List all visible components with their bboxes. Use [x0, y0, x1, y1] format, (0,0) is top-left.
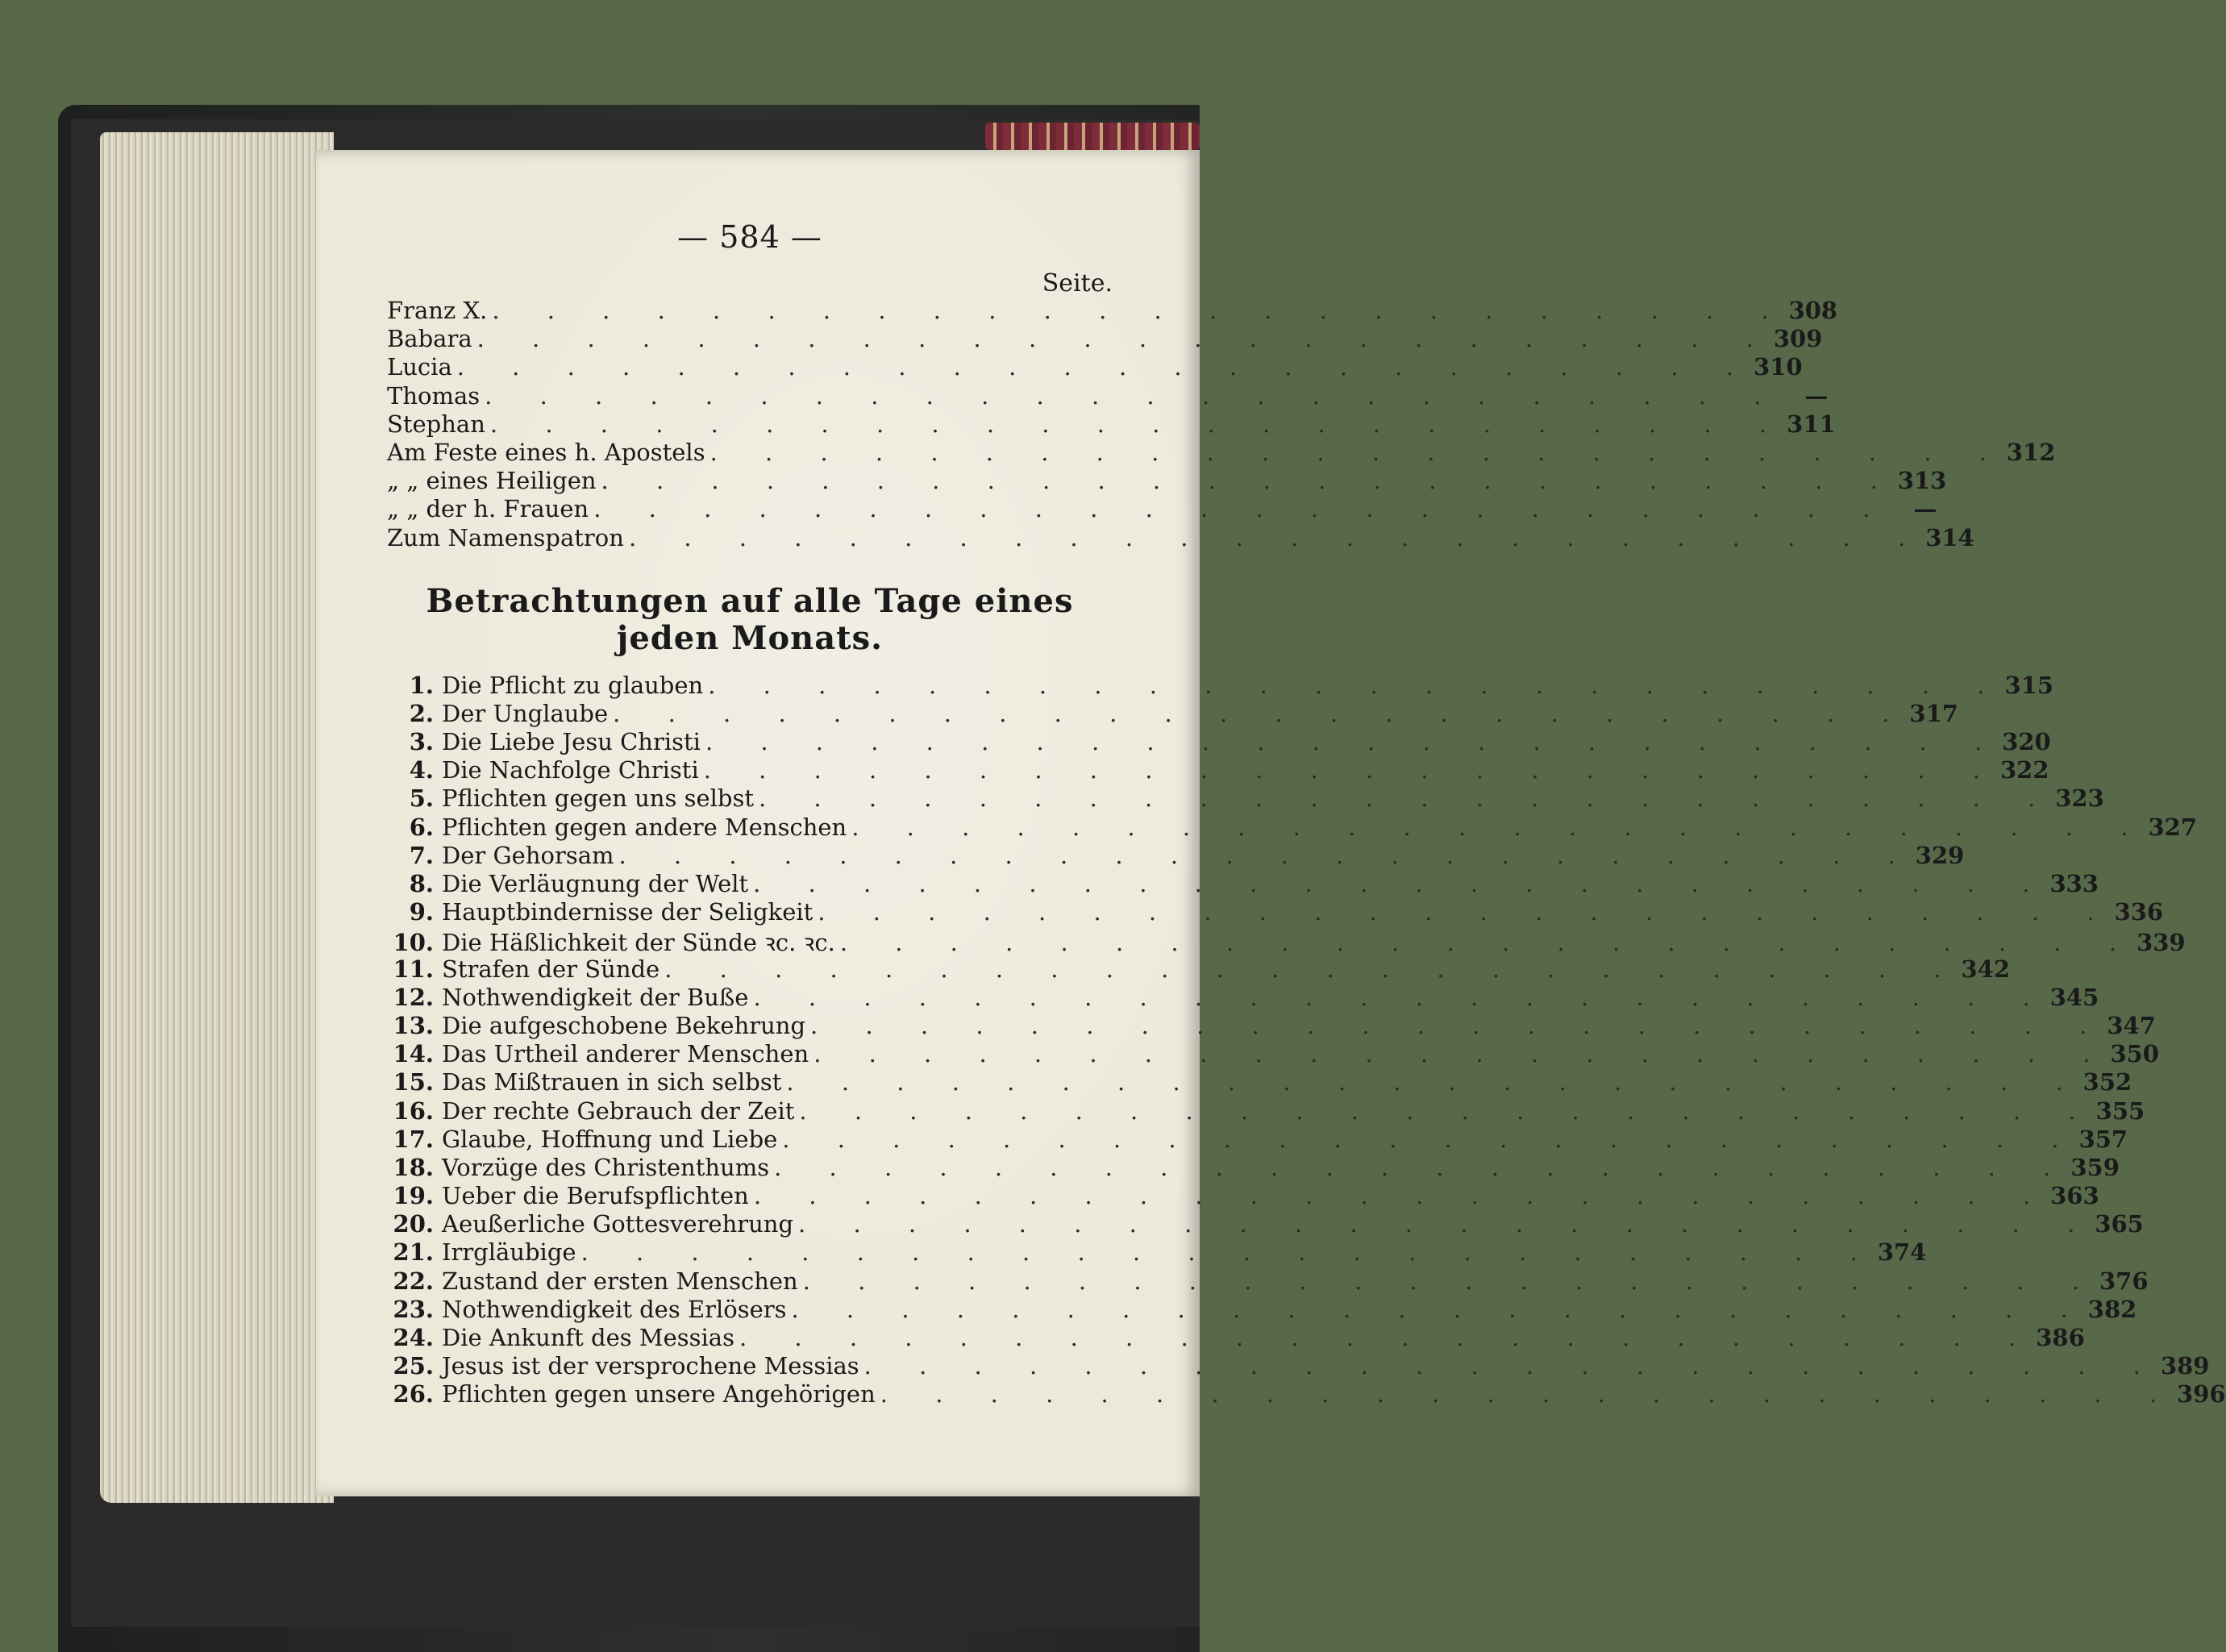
entry-number: 24.	[393, 1324, 434, 1351]
entry-number: 10.	[393, 929, 434, 957]
entry-page: 365	[2095, 1210, 2144, 1238]
entry-number: 15.	[393, 1068, 434, 1096]
entry-number: 13.	[393, 1011, 434, 1039]
entry-number: 4.	[409, 756, 434, 784]
entry-title: Thomas	[387, 381, 481, 410]
toc-entry	[387, 1210, 2144, 1238]
entry-title: Stephan	[387, 410, 485, 438]
dot-leader: . . . . . . . . . . . . . . . . . . . . . . . .	[664, 955, 1962, 983]
dot-leader: . . . . . . . . . . . . . . . . . . . . . . . .	[753, 870, 2050, 897]
entry-title: Das Urtheil anderer Menschen	[442, 1040, 809, 1068]
dot-leader: . . . . . . . . . . . . . . . . . . . . . . . .	[456, 353, 1754, 381]
entry-page: 311	[1787, 410, 1836, 438]
toc-entry	[387, 1096, 2145, 1126]
toc-entry	[387, 1153, 2120, 1182]
entry-title: „ „ eines Heiligen	[387, 467, 597, 495]
entry-number: 17.	[393, 1125, 434, 1153]
entry-page: 357	[2078, 1125, 2128, 1153]
entry-page: 363	[2050, 1182, 2099, 1210]
entry-title: Zustand der ersten Menschen	[442, 1267, 798, 1295]
dot-leader: . . . . . . . . . . . . . . . . . . . . . . . .	[476, 325, 1774, 353]
entry-title: Aeußerliche Gottesverehrung	[442, 1210, 794, 1238]
section-heading: Betrachtungen auf alle Tage eines jeden Monats.	[426, 581, 1074, 657]
meditation-list	[387, 671, 2226, 1409]
entry-title: Der Gehorsam	[442, 841, 614, 869]
entry-title: Vorzüge des Christenthums	[442, 1153, 770, 1181]
toc-entry	[387, 983, 2099, 1012]
entry-number: 11.	[393, 955, 434, 983]
dot-leader: . . . . . . . . . . . . . . . . . . . . . . . .	[708, 671, 2005, 699]
toc-entry	[387, 955, 2011, 984]
toc-entry	[387, 784, 2104, 813]
entry-page: 308	[1788, 297, 1838, 324]
entry-title: Die Häßlichkeit der Sünde ꝛc. ꝛc.	[442, 929, 835, 957]
dot-leader: . . . . . . . . . . . . . . . . . . . . . . . .	[705, 728, 2003, 756]
toc-entry	[387, 1238, 1927, 1267]
toc-entry	[387, 495, 1937, 523]
entry-title: Pflichten gegen unsere Angehörigen	[442, 1380, 876, 1409]
entry-page: 347	[2107, 1011, 2156, 1039]
dot-leader: . . . . . . . . . . . . . . . . . . . . . . . .	[774, 1153, 2071, 1181]
entry-page: 317	[1909, 699, 1958, 727]
entry-title: Lucia	[387, 353, 452, 381]
toc-entry	[387, 699, 1958, 728]
entry-page: 314	[1925, 523, 1974, 551]
entry-number: 26.	[393, 1380, 434, 1409]
entry-title: Jesus ist der versprochene Messias	[442, 1352, 859, 1380]
toc-entry	[387, 1295, 2137, 1324]
entry-page: 320	[2002, 728, 2051, 756]
entry-title: Das Mißtrauen in sich selbst	[442, 1068, 782, 1096]
entry-number: 7.	[409, 841, 434, 869]
entry-page: 345	[2049, 983, 2099, 1011]
entry-page: 315	[2004, 671, 2054, 699]
dot-leader: . . . . . . . . . . . . . . . . . . . . . . . .	[880, 1380, 2178, 1409]
entry-page: —	[1804, 381, 1829, 410]
entry-title: Die Nachfolge Christi	[442, 756, 699, 784]
entry-title: Der rechte Gebrauch der Zeit	[442, 1096, 795, 1125]
entry-title: Irrgläubige	[442, 1238, 576, 1267]
entry-page: 329	[1915, 841, 1965, 869]
entry-title: „ „ der h. Frauen	[387, 495, 589, 523]
dot-leader: . . . . . . . . . . . . . . . . . . . . . . . .	[758, 784, 2056, 813]
entry-title: Hauptbindernisse der Seligkeit	[442, 898, 813, 926]
dot-leader: . . . . . . . . . . . . . . . . . . . . . . . .	[703, 756, 2000, 784]
entry-page: 323	[2055, 784, 2104, 813]
entry-number: 21.	[393, 1238, 434, 1267]
entry-number: 19.	[393, 1182, 434, 1210]
toc-entry	[387, 1380, 2226, 1409]
entry-number: 25.	[393, 1352, 434, 1380]
entry-page: 376	[2099, 1267, 2149, 1295]
toc-entry	[387, 297, 1838, 325]
toc-entry	[387, 325, 1823, 353]
entry-number: 18.	[393, 1153, 434, 1181]
dot-leader: . . . . . . . . . . . . . . . . . . . . . . . .	[601, 467, 1898, 495]
toc-entry	[387, 870, 2099, 898]
entry-title: Die Verläugnung der Welt	[442, 870, 749, 897]
dot-leader: . . . . . . . . . . . . . . . . . . . . . . . .	[613, 699, 1910, 727]
entry-page: 396	[2177, 1380, 2226, 1409]
entry-number: 8.	[409, 870, 434, 897]
dot-leader: . . . . . . . . . . . . . . . . . . . . . . . .	[798, 1210, 2095, 1238]
entry-number: 2.	[409, 699, 434, 727]
entry-page: —	[1913, 495, 1937, 523]
entry-page: 386	[2036, 1324, 2085, 1351]
entry-number: 9.	[409, 898, 434, 926]
toc-entry	[387, 523, 1974, 552]
toc-entry	[387, 1068, 2132, 1096]
toc-entry	[387, 410, 1836, 439]
entry-number: 14.	[393, 1040, 434, 1068]
entry-page: 342	[1961, 955, 2011, 983]
entry-number: 23.	[393, 1295, 434, 1323]
page-number: — 584 —	[677, 219, 822, 255]
dot-leader: . . . . . . . . . . . . . . . . . . . . . . . .	[580, 1238, 1878, 1267]
dot-leader: . . . . . . . . . . . . . . . . . . . . . . . .	[489, 410, 1787, 438]
entry-title: Die Ankunft des Messias	[442, 1324, 734, 1351]
toc-entry	[387, 1324, 2085, 1352]
dot-leader: . . . . . . . . . . . . . . . . . . . . . . . .	[709, 438, 2007, 466]
entry-page: 374	[1877, 1238, 1927, 1267]
entry-page: 313	[1897, 467, 1947, 495]
entry-title: Nothwendigkeit der Buße	[442, 983, 749, 1011]
entry-number: 22.	[393, 1267, 434, 1295]
dot-leader: . . . . . . . . . . . . . . . . . . . . . . . .	[485, 381, 1782, 410]
toc-entry	[387, 1182, 2099, 1210]
entry-page: 352	[2082, 1068, 2132, 1096]
toc-entry	[387, 467, 1947, 495]
entry-number: 3.	[409, 728, 434, 756]
entry-page: 359	[2070, 1153, 2120, 1181]
entry-number: 20.	[393, 1210, 434, 1238]
dot-leader: . . . . . . . . . . . . . . . . . . . . . . . .	[839, 929, 2137, 957]
dot-leader: . . . . . . . . . . . . . . . . . . . . . . . .	[786, 1068, 2083, 1096]
toc-entry	[387, 381, 1829, 410]
entry-title: Pflichten gegen andere Menschen	[442, 813, 847, 841]
dot-leader: . . . . . . . . . . . . . . . . . . . . . . . .	[802, 1267, 2099, 1295]
toc-entry	[387, 926, 2186, 957]
dot-leader: . . . . . . . . . . . . . . . . . . . . . . . .	[782, 1125, 2079, 1153]
entry-number: 12.	[393, 983, 434, 1011]
dot-leader: . . . . . . . . . . . . . . . . . . . . . . . .	[818, 898, 2115, 926]
entry-page: 327	[2148, 813, 2198, 841]
entry-title: Babara	[387, 325, 472, 353]
toc-entry	[387, 438, 2056, 467]
dot-leader: . . . . . . . . . . . . . . . . . . . . . . . .	[618, 841, 1916, 869]
toc-entry	[387, 813, 2198, 842]
entry-title: Die Liebe Jesu Christi	[442, 728, 701, 756]
entry-page: 355	[2095, 1096, 2145, 1125]
entry-title: Pflichten gegen uns selbst	[442, 784, 754, 813]
page-edges	[100, 132, 334, 1503]
entry-number: 6.	[409, 813, 434, 841]
headband	[985, 123, 1200, 150]
dot-leader: . . . . . . . . . . . . . . . . . . . . . . . .	[753, 1182, 2051, 1210]
toc-entry	[387, 1125, 2128, 1154]
entry-number: 1.	[409, 671, 434, 699]
entry-title: Zum Namenspatron	[387, 523, 624, 551]
entry-page: 312	[2006, 438, 2056, 466]
dot-leader: . . . . . . . . . . . . . . . . . . . . . . . .	[851, 813, 2149, 841]
toc-entry	[387, 728, 2051, 756]
entry-page: 382	[2087, 1295, 2137, 1323]
entry-title: Glaube, Hoffnung und Liebe	[442, 1125, 778, 1153]
dot-leader: . . . . . . . . . . . . . . . . . . . . . . . .	[753, 983, 2050, 1011]
saint-list	[387, 297, 2056, 552]
seite-column-label: Seite.	[1042, 269, 1113, 298]
entry-page: 336	[2114, 898, 2164, 926]
entry-page: 339	[2137, 929, 2186, 957]
dot-leader: . . . . . . . . . . . . . . . . . . . . . . . .	[863, 1352, 2161, 1380]
dot-leader: . . . . . . . . . . . . . . . . . . . . . . . .	[492, 297, 1789, 324]
entry-page: 322	[1999, 756, 2049, 784]
entry-page: 389	[2160, 1352, 2210, 1380]
dot-leader: . . . . . . . . . . . . . . . . . . . . . . . .	[739, 1324, 2037, 1351]
entry-title: Die aufgeschobene Bekehrung	[442, 1011, 806, 1039]
entry-page: 350	[2110, 1040, 2159, 1068]
entry-page: 333	[2049, 870, 2099, 897]
dot-leader: . . . . . . . . . . . . . . . . . . . . . . . .	[593, 495, 1891, 523]
toc-entry	[387, 898, 2164, 926]
toc-entry	[387, 1267, 2149, 1296]
toc-entry	[387, 1352, 2210, 1380]
entry-page: 309	[1773, 325, 1823, 353]
toc-entry	[387, 1040, 2159, 1068]
dot-leader: . . . . . . . . . . . . . . . . . . . . . . . .	[799, 1096, 2096, 1125]
entry-number: 5.	[409, 784, 434, 813]
entry-title: Der Unglaube	[442, 699, 609, 727]
dot-leader: . . . . . . . . . . . . . . . . . . . . . . . .	[628, 523, 1926, 551]
dot-leader: . . . . . . . . . . . . . . . . . . . . . . . .	[791, 1295, 2088, 1323]
entry-number: 16.	[393, 1096, 434, 1125]
entry-title: Ueber die Berufspflichten	[442, 1182, 749, 1210]
entry-title: Die Pflicht zu glauben	[442, 671, 704, 699]
toc-entry	[387, 756, 2049, 784]
entry-title: Strafen der Sünde	[442, 955, 660, 983]
entry-page: 310	[1754, 353, 1803, 381]
dot-leader: . . . . . . . . . . . . . . . . . . . . . . . .	[810, 1011, 2107, 1039]
table-of-contents	[387, 202, 2226, 1409]
dot-leader: . . . . . . . . . . . . . . . . . . . . . . . .	[813, 1040, 2111, 1068]
toc-entry	[387, 1011, 2156, 1040]
entry-title: Nothwendigkeit des Erlösers	[442, 1295, 787, 1323]
entry-title: Am Feste eines h. Apostels	[387, 438, 705, 466]
toc-entry	[387, 671, 2054, 700]
entry-title: Franz X.	[387, 297, 488, 324]
toc-entry	[387, 353, 1803, 381]
toc-entry	[387, 841, 1965, 870]
